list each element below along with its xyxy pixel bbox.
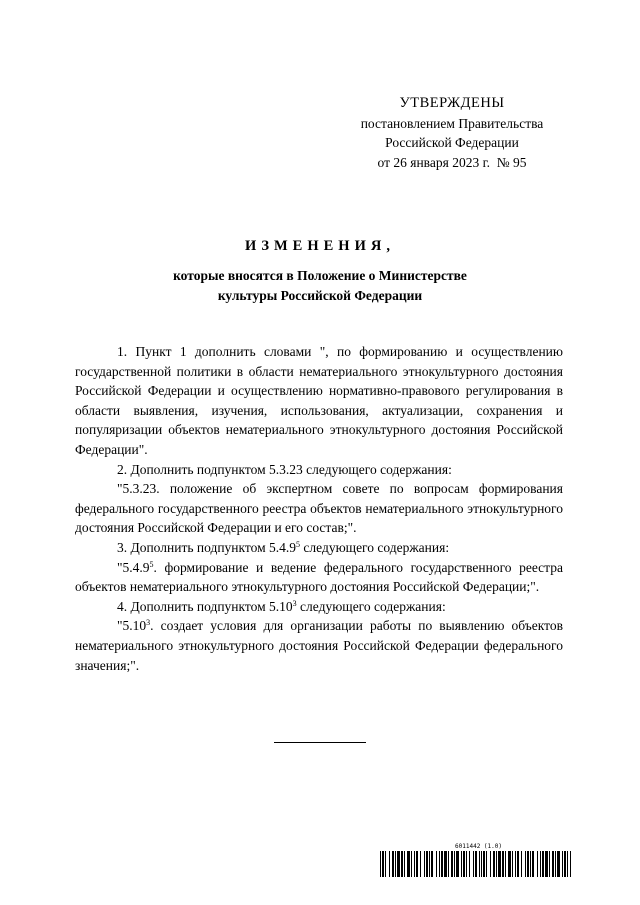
paragraph-5-superscript: 5: [149, 559, 154, 569]
document-subtitle: [100, 266, 540, 306]
approval-line-3: от 26 января 2023 г. № 95: [377, 154, 527, 170]
paragraph-6: [75, 597, 563, 617]
paragraph-7-superscript: 3: [146, 618, 151, 628]
paragraph-5: [75, 558, 563, 597]
paragraph-3: "5.3.23. положение об экспертном совете по вопросам формирования федерального государственного реестра объектов нематериального этнокультурного достояния Российской Федерации и его состав;".: [75, 481, 563, 536]
paragraph-6-tail: следующего содержания:: [296, 598, 446, 614]
document-barcode: [380, 843, 572, 877]
paragraph-1: 1. Пункт 1 дополнить словами ", по формированию и осуществлению государственной политики в области нематериального этнокультурного достояния Российской Федерации и осуществлению нормативно-правового регулирования в области выявления, изучения, использования, актуализации, сохранения и популяризации объектов нематериального этнокультурного достояния Российской Федерации".: [75, 344, 563, 457]
approval-stamp: [332, 94, 572, 172]
paragraph-4-text: 3. Дополнить подпунктом 5.4.9: [117, 539, 297, 555]
paragraph-5-text: "5.4.9: [117, 559, 150, 575]
subtitle-line-1: которые вносятся в Положение о Министерстве: [173, 268, 467, 283]
paragraph-4-tail: следующего содержания:: [300, 539, 450, 555]
end-separator-line: [274, 742, 366, 743]
document-title: ИЗМЕНЕНИЯ,: [245, 238, 395, 254]
paragraph-6-superscript: 3: [292, 598, 297, 608]
approval-line-2: Российской Федерации: [385, 135, 519, 150]
barcode-icon: [380, 851, 572, 877]
subtitle-line-2: культуры Российской Федерации: [217, 288, 423, 303]
approval-title: УТВЕРЖДЕНЫ: [399, 95, 505, 111]
paragraph-7-tail: . создает условия для организации работы по выявлению объектов нематериального этнокультурного достояния Российской Федерации федерального значения;".: [75, 618, 563, 673]
paragraph-7: [75, 616, 563, 675]
approval-line-1: постановлением Правительства: [360, 115, 544, 131]
paragraph-4-superscript: 5: [296, 539, 301, 549]
paragraph-4: [75, 538, 563, 558]
paragraph-6-text: 4. Дополнить подпунктом 5.10: [117, 598, 293, 614]
paragraph-7-text: "5.10: [117, 618, 147, 634]
barcode-label: 6011442 (1.0): [455, 843, 502, 850]
paragraph-5-tail: . формирование и ведение федерального государственного реестра объектов нематериального этнокультурного достояния Российской Федерации;".: [75, 559, 563, 595]
document-body: [75, 342, 563, 675]
paragraph-2: 2. Дополнить подпунктом 5.3.23 следующего содержания:: [117, 461, 452, 477]
